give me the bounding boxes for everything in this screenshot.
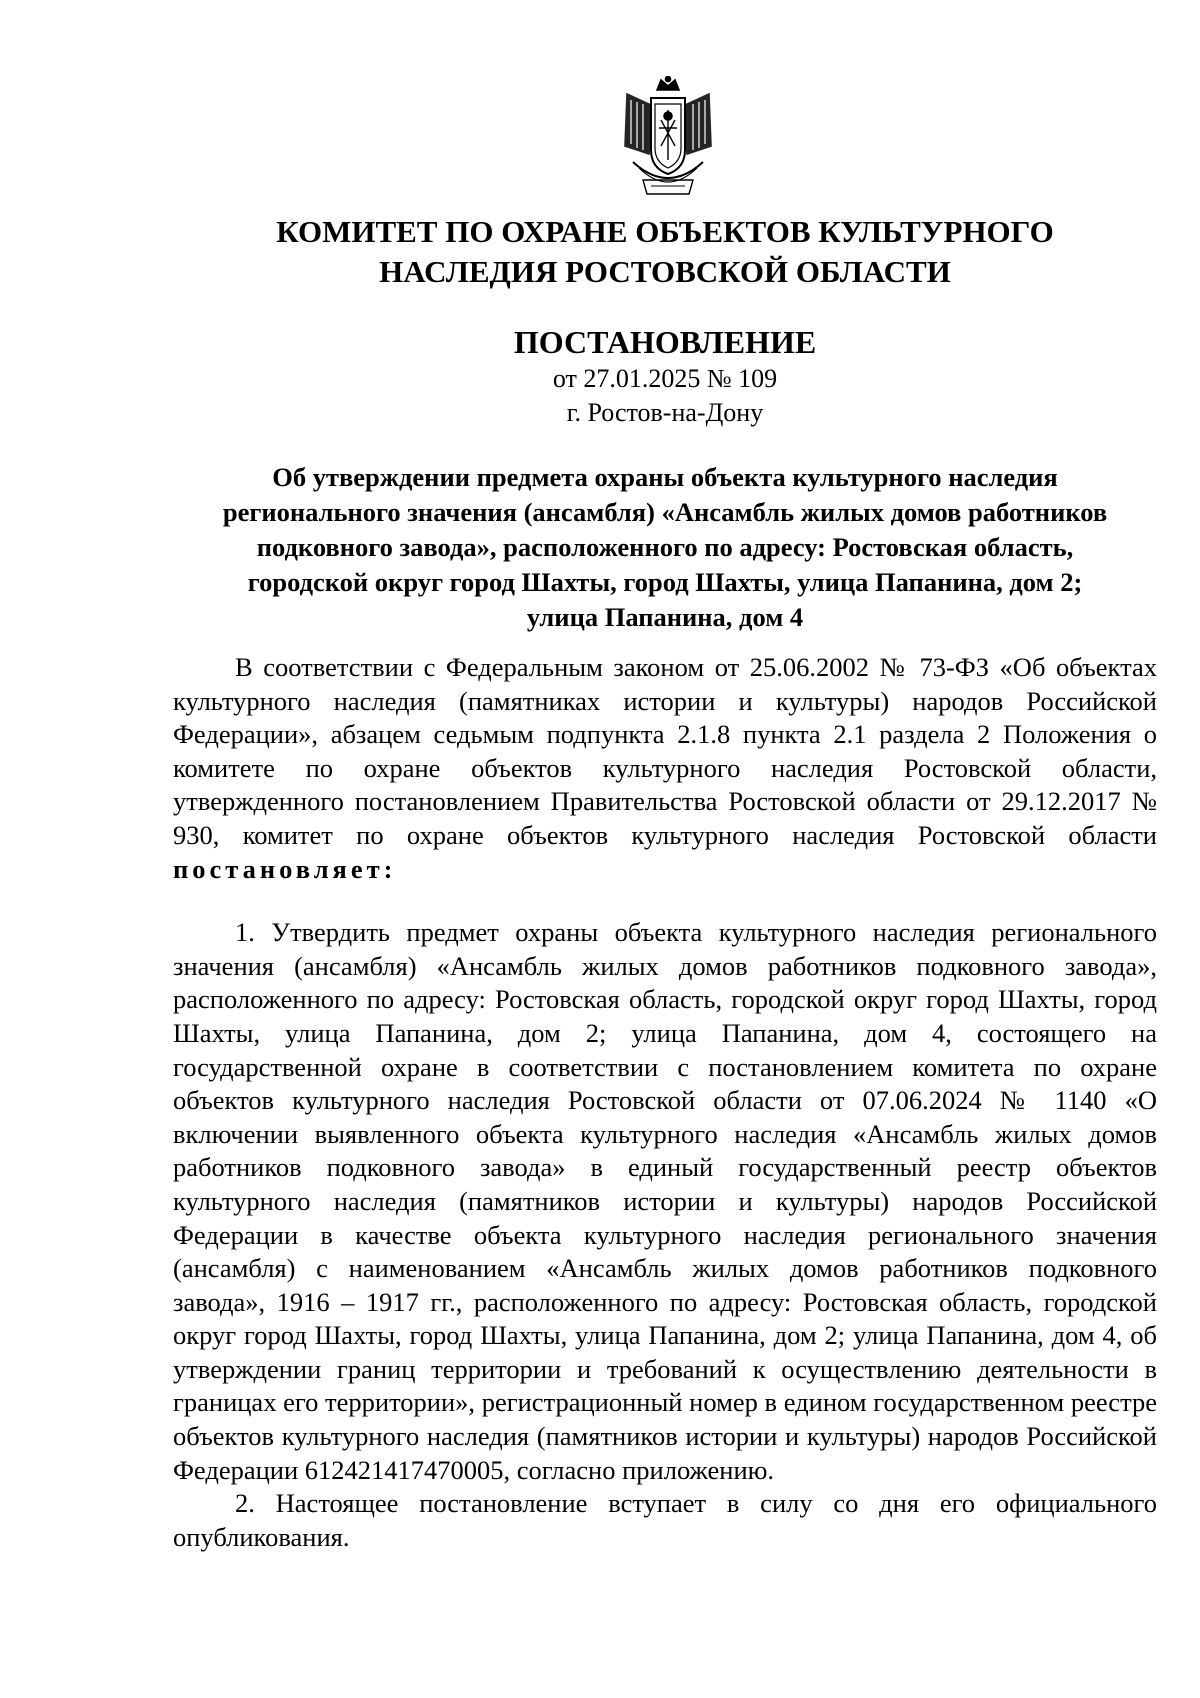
subject-line: городской округ город Шахты, город Шахты, улица Папанина, дом 2; xyxy=(247,567,1083,597)
document-subject xyxy=(160,460,1170,635)
document-city: г. Ростов-на-Дону xyxy=(566,398,764,427)
resolution-item-2: 2. Настоящее постановление вступает в силу со дня его официального опубликования. xyxy=(173,1488,1157,1552)
coat-of-arms-emblem xyxy=(613,76,723,199)
organization-title-line-1: КОМИТЕТ ПО ОХРАНЕ ОБЪЕКТОВ КУЛЬТУРНОГО xyxy=(276,214,1054,249)
preamble-verb: постановляет: xyxy=(173,853,397,884)
document-meta xyxy=(160,362,1170,430)
document-date-number: от 27.01.2025 № 109 xyxy=(552,364,778,393)
subject-line: регионального значения (ансамбля) «Ансамбль жилых домов работников xyxy=(222,497,1108,527)
subject-line: подковного завода», расположенного по адресу: Ростовская область, xyxy=(256,532,1074,562)
preamble-text: В соответствии с Федеральным законом от 25.06.2002 № 73-ФЗ «Об объектах культурного наследия (памятниках истории и культуры) народов Российской Федерации», абзацем седьмым подпункта 2.1.8 пункта 2.1 раздела 2 Положения о комитете по охране объектов культурного наследия Ростовской области, утвержденного постановлением Правительства Ростовской области от 29.12.2017 № 930, комитет по охране объектов культурного наследия Ростовской области xyxy=(173,652,1157,850)
organization-title xyxy=(160,212,1170,292)
document-body xyxy=(173,651,1157,1554)
subject-line: улица Папанина, дом 4 xyxy=(526,602,804,632)
preamble-paragraph xyxy=(173,651,1157,886)
document-type: ПОСТАНОВЛЕНИЕ xyxy=(513,324,817,360)
organization-title-line-2: НАСЛЕДИЯ РОСТОВСКОЙ ОБЛАСТИ xyxy=(379,254,951,289)
resolution-item-1: 1. Утвердить предмет охраны объекта культурного наследия регионального значения (ансамбля) «Ансамбль жилых домов работников подковного завода», расположенного по адресу: Ростовская область, городской округ город Шахты, город Шахты, улица Папанина, дом 2; улица Папанина, дом 4, состоящего на государственной охране в соответствии с постановлением комитета по охране объектов культурного наследия Ростовской области от 07.06.2024 № 1140 «О включении выявленного объекта культурного наследия «Ансамбль жилых домов работников подковного завода» в единый государственный реестр объектов культурного наследия (памятников истории и культуры) народов Российской Федерации в качестве объекта культурного наследия регионального значения (ансамбля) с наименованием «Ансамбль жилых домов работников подковного завода», 1916 – 1917 гг., расположенного по адресу: Ростовская область, городской округ город Шахты, город Шахты, улица Папанина, дом 2; улица Папанина, дом 4, об утверждении границ территории и требований к осуществлению деятельности в границах его территории», регистрационный номер в едином государственном реестре объектов культурного наследия (памятников истории и культуры) народов Российской Федерации 612421417470005, согласно приложению. xyxy=(173,917,1157,1485)
subject-line: Об утверждении предмета охраны объекта культурного наследия xyxy=(272,462,1058,492)
